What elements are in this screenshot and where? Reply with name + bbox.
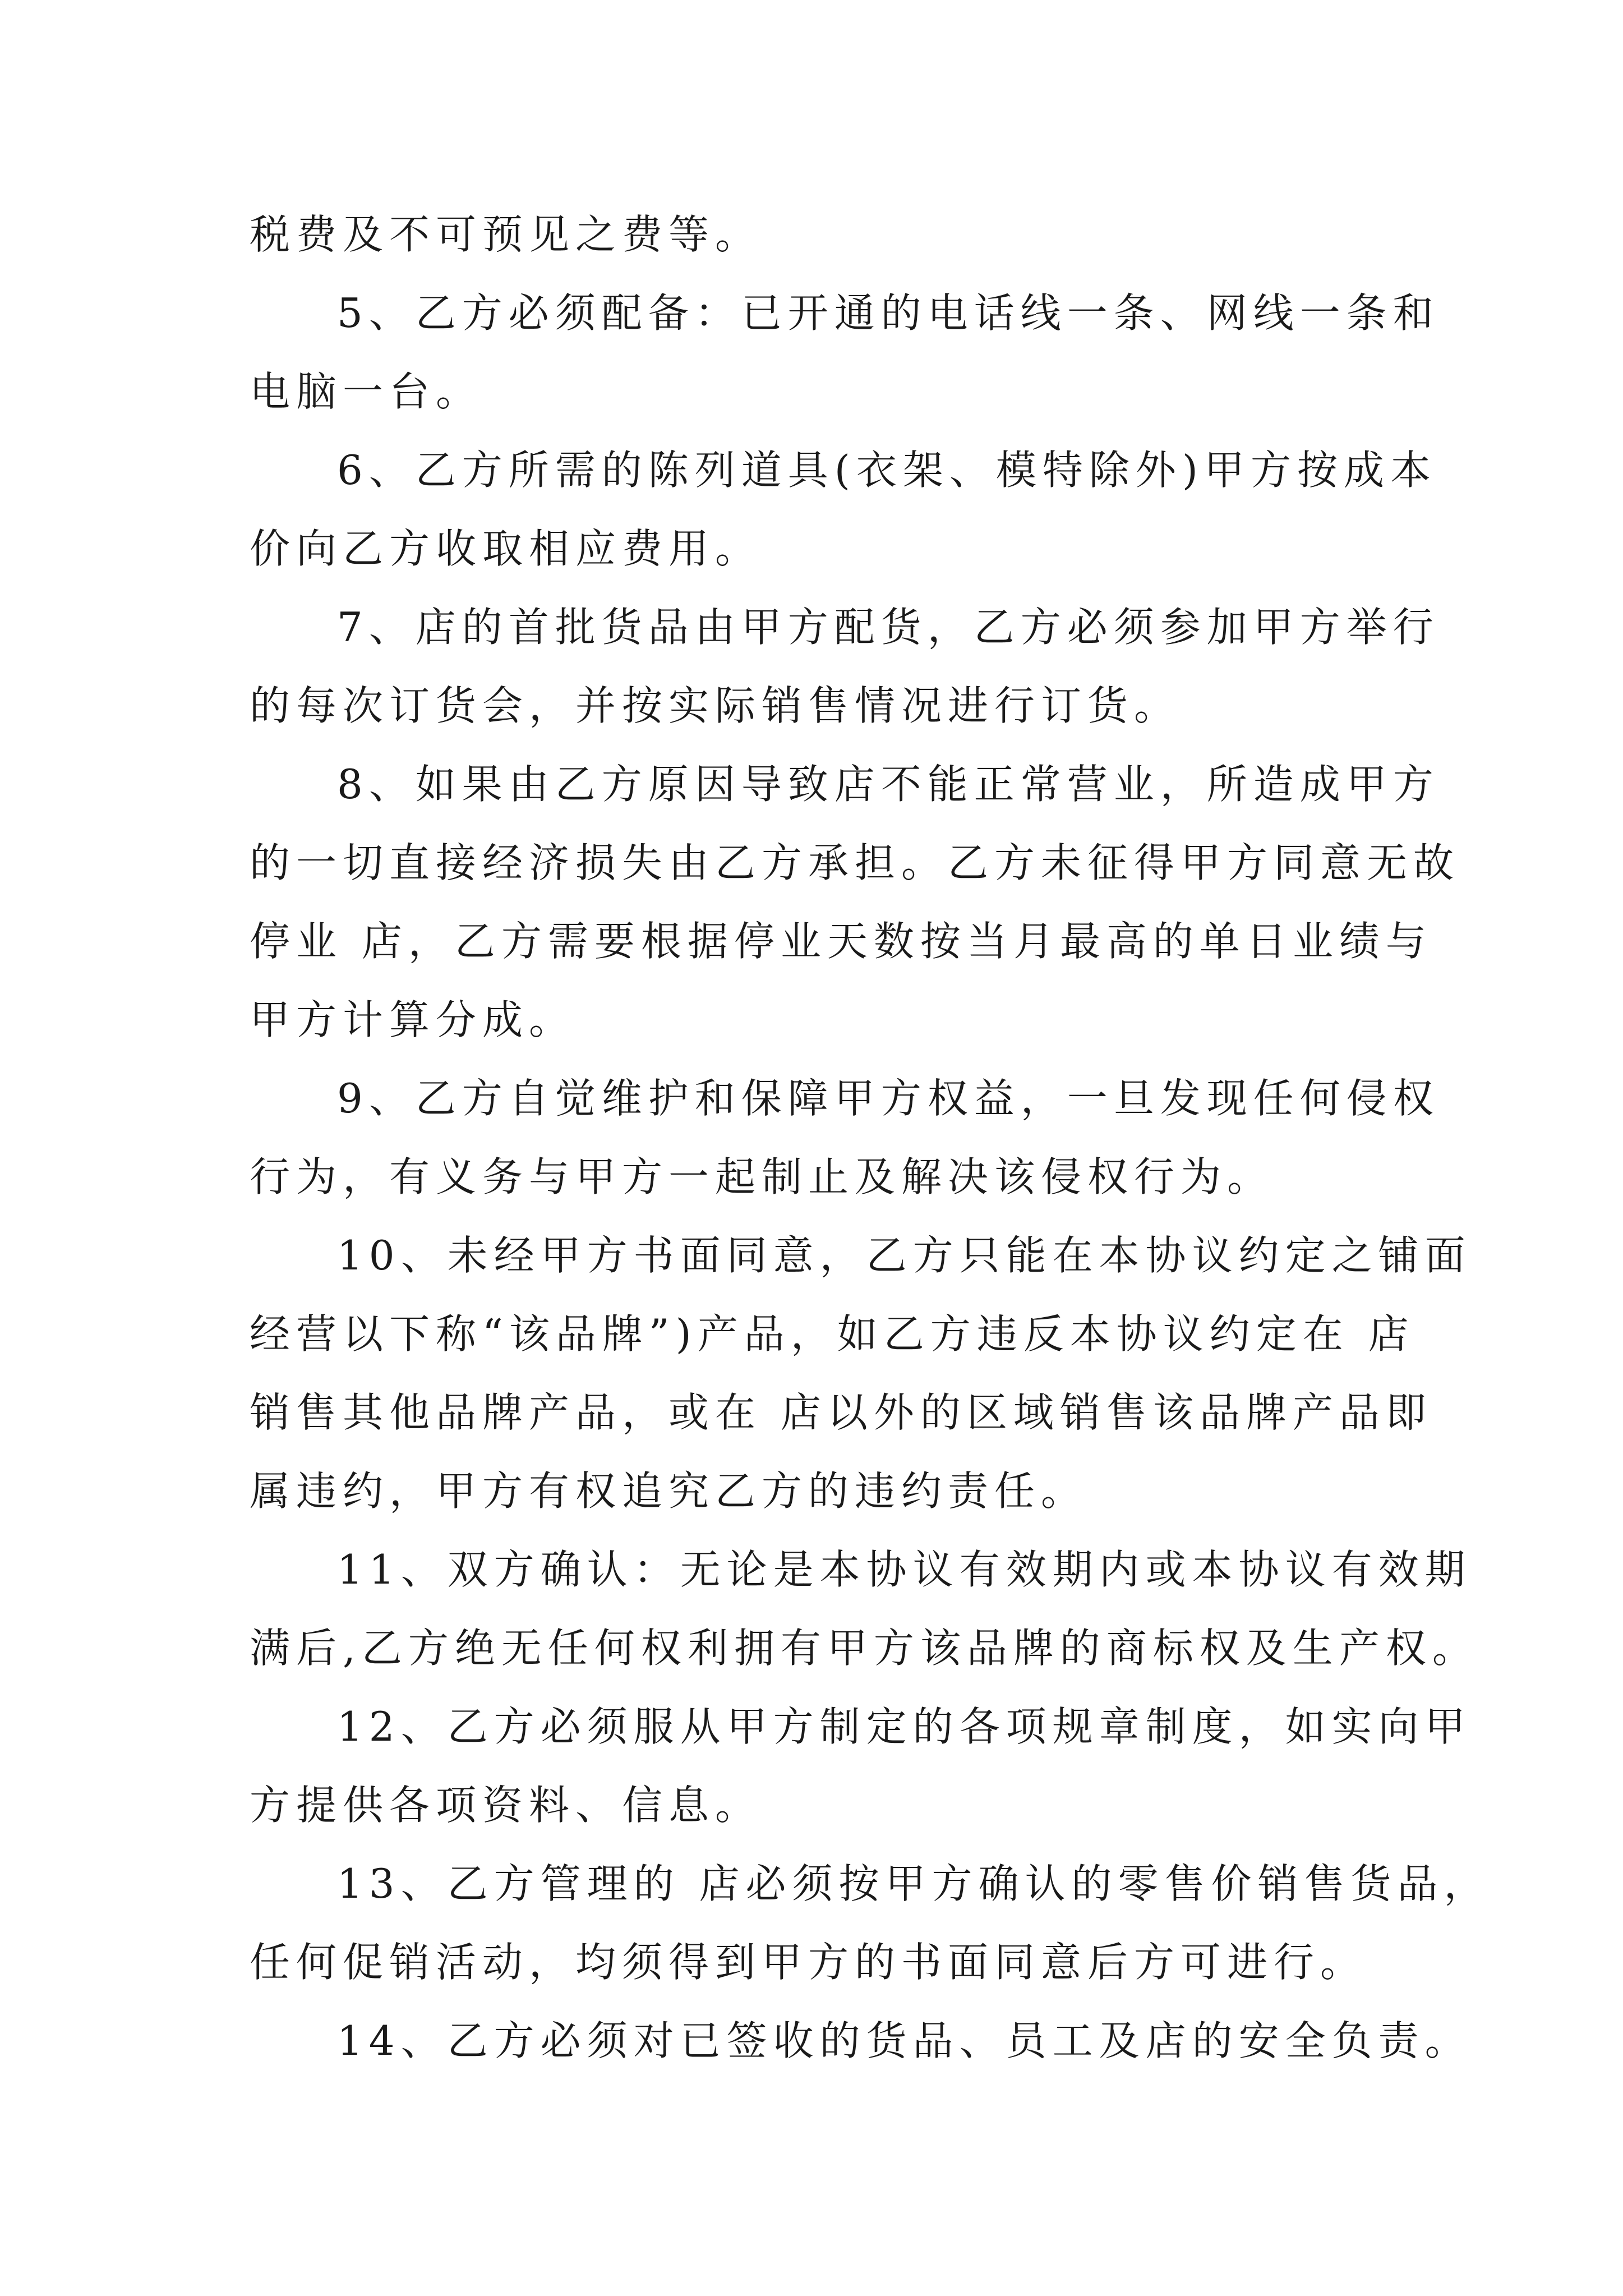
document-body xyxy=(250,195,1491,2080)
text-line: 停业 店，乙方需要根据停业天数按当月最高的单日业绩与 xyxy=(250,918,1432,965)
text-line: 14、乙方必须对已签收的货品、员工及店的安全负责。 xyxy=(337,2017,1472,2064)
text-line: 5、乙方必须配备：已开通的电话线一条、网线一条和 xyxy=(337,289,1440,337)
text-line: 属违约，甲方有权追究乙方的违约责任。 xyxy=(250,1467,1088,1515)
text-line: 9、乙方自觉维护和保障甲方权益，一旦发现任何侵权 xyxy=(337,1075,1440,1122)
text-line: 税费及不可预见之费等。 xyxy=(250,211,762,258)
text-line: 11、双方确认：无论是本协议有效期内或本协议有效期 xyxy=(337,1546,1472,1593)
text-line: 行为，有义务与甲方一起制止及解决该侵权行为。 xyxy=(250,1153,1274,1200)
text-line: 满后,乙方绝无任何权利拥有甲方该品牌的商标权及生产权。 xyxy=(250,1625,1479,1672)
text-line: 的每次订货会，并按实际销售情况进行订货。 xyxy=(250,682,1181,729)
text-line: 甲方计算分成。 xyxy=(250,996,576,1043)
text-line: 7、店的首批货品由甲方配货，乙方必须参加甲方举行 xyxy=(337,604,1440,651)
text-line: 经营以下称“该品牌”)产品，如乙方违反本协议约定在 店 xyxy=(250,1310,1415,1358)
text-line: 13、乙方管理的 店必须按甲方确认的零售价销售货品， xyxy=(337,1860,1491,1907)
text-line: 12、乙方必须服从甲方制定的各项规章制度，如实向甲 xyxy=(337,1703,1472,1750)
text-line: 8、如果由乙方原因导致店不能正常营业，所造成甲方 xyxy=(337,761,1440,808)
text-line: 的一切直接经济损失由乙方承担。乙方未征得甲方同意无故 xyxy=(250,839,1460,886)
text-line: 电脑一台。 xyxy=(250,368,483,415)
text-line: 任何促销活动，均须得到甲方的书面同意后方可进行。 xyxy=(250,1939,1367,1986)
text-line: 方提供各项资料、信息。 xyxy=(250,1782,762,1829)
text-line: 10、未经甲方书面同意，乙方只能在本协议约定之铺面 xyxy=(337,1232,1472,1279)
text-line: 6、乙方所需的陈列道具(衣架、模特除外)甲方按成本 xyxy=(337,447,1437,494)
text-line: 销售其他品牌产品，或在 店以外的区域销售该品牌产品即 xyxy=(250,1389,1432,1436)
text-line: 价向乙方收取相应费用。 xyxy=(250,525,762,572)
